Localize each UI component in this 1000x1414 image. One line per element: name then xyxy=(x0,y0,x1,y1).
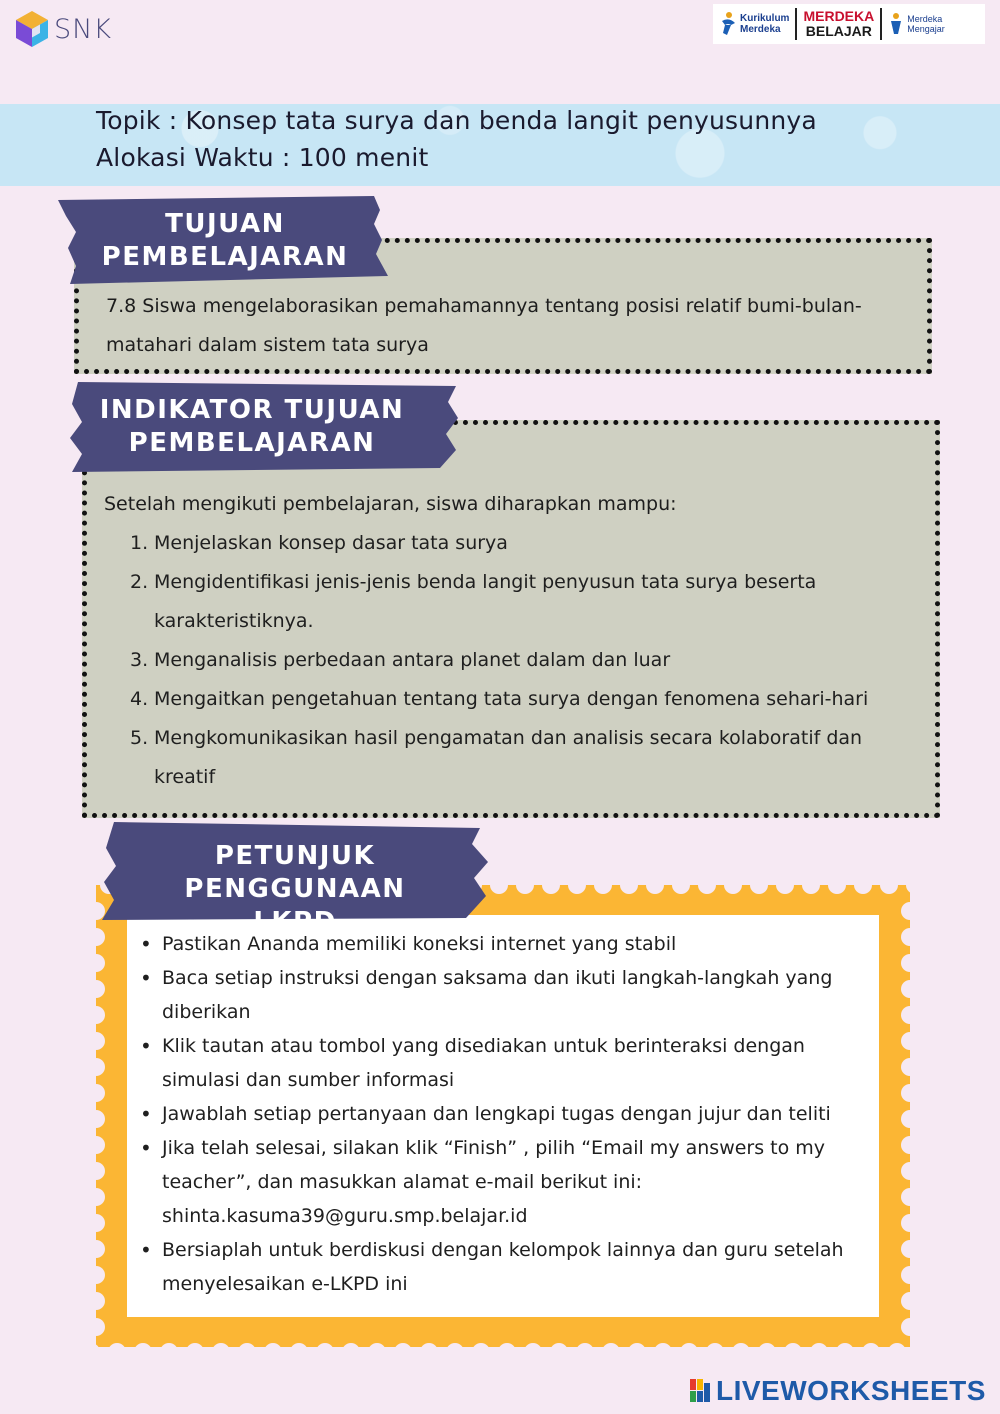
petunjuk-item xyxy=(134,1097,874,1131)
teacher-email: shinta.kasuma39@guru.smp.belajar.id xyxy=(162,1205,528,1227)
indikator-banner-line-1: INDIKATOR TUJUAN xyxy=(99,395,405,425)
indikator-item-number: 2. xyxy=(130,571,149,593)
merdeka-mengajar-line-1: Merdeka xyxy=(907,14,943,24)
indikator-item-number: 5. xyxy=(130,727,149,749)
petunjuk-item-text: teacher”, dan masukkan alamat e-mail berikut ini: xyxy=(162,1171,643,1193)
kurikulum-merdeka-logo xyxy=(719,11,789,37)
liveworksheets-icon xyxy=(690,1379,712,1403)
petunjuk-item xyxy=(134,1029,874,1097)
merdeka-belajar-line-1: MERDEKA xyxy=(803,8,875,24)
indikator-item xyxy=(104,719,924,797)
indikator-item-text: karakteristiknya. xyxy=(154,610,314,632)
snk-logo xyxy=(14,6,124,52)
indikator-item-text: Mengkomunikasikan hasil pengamatan dan analisis secara kolaboratif dan xyxy=(154,727,863,749)
petunjuk-item-text: simulasi dan sumber informasi xyxy=(162,1069,455,1091)
petunjuk-list xyxy=(134,927,874,1301)
merdeka-mengajar-line-2: Mengajar xyxy=(907,24,945,34)
indikator-item-number: 3. xyxy=(130,649,149,671)
government-logos xyxy=(713,4,985,44)
petunjuk-banner-line-2: LKPD xyxy=(253,907,337,937)
petunjuk-banner xyxy=(120,840,470,939)
indikator-item xyxy=(104,563,924,641)
petunjuk-item-text: • Klik tautan atau tombol yang disediakan untuk berinteraksi dengan xyxy=(162,1035,805,1057)
petunjuk-item-text: • Pastikan Ananda memiliki koneksi internet yang stabil xyxy=(162,933,677,955)
petunjuk-item-text: • Jawablah setiap pertanyaan dan lengkapi tugas dengan jujur dan teliti xyxy=(162,1103,831,1125)
indikator-item xyxy=(104,680,924,719)
indikator-banner-line-2: PEMBELAJARAN xyxy=(128,428,376,458)
indikator-item-number: 4. xyxy=(130,688,149,710)
petunjuk-item xyxy=(134,927,874,961)
kurikulum-line-1: Kurikulum xyxy=(740,13,790,24)
tujuan-banner xyxy=(80,208,370,274)
petunjuk-item xyxy=(134,1131,874,1233)
petunjuk-item-text: menyelesaikan e-LKPD ini xyxy=(162,1273,408,1295)
indikator-item xyxy=(104,524,924,563)
indikator-item-text: Mengidentifikasi jenis-jenis benda langit penyusun tata surya beserta xyxy=(154,571,817,593)
indikator-item-text: Mengaitkan pengetahuan tentang tata surya dengan fenomena sehari-hari xyxy=(154,688,869,710)
kurikulum-figure-icon xyxy=(719,11,737,37)
indikator-item xyxy=(104,641,924,680)
indikator-list xyxy=(104,524,924,797)
petunjuk-item-text: • Jika telah selesai, silakan klik “Finish” , pilih “Email my answers to my xyxy=(162,1137,826,1159)
topic-title: Topik : Konsep tata surya dan benda langit penyusunnya xyxy=(96,106,817,135)
indikator-item-text: Menganalisis perbedaan antara planet dalam dan luar xyxy=(154,649,671,671)
petunjuk-banner-line-1: PETUNJUK PENGGUNAAN xyxy=(184,841,406,904)
tujuan-banner-line-1: TUJUAN xyxy=(165,209,285,239)
petunjuk-item xyxy=(134,961,874,1029)
tujuan-text xyxy=(106,287,916,365)
petunjuk-item-text: • Baca setiap instruksi dengan saksama dan ikuti langkah-langkah yang xyxy=(162,967,833,989)
merdeka-mengajar-figure-icon xyxy=(888,12,904,36)
tujuan-text-line-2: matahari dalam sistem tata surya xyxy=(106,334,429,356)
indikator-item-text: Menjelaskan konsep dasar tata surya xyxy=(154,532,508,554)
logo-divider xyxy=(795,8,797,40)
petunjuk-item-text: diberikan xyxy=(162,1001,251,1023)
indikator-item-number: 1. xyxy=(130,532,149,554)
tujuan-banner-line-2: PEMBELAJARAN xyxy=(101,242,349,272)
indikator-item-text: kreatif xyxy=(154,766,216,788)
liveworksheets-text: LIVEWORKSHEETS xyxy=(716,1375,986,1406)
kurikulum-line-2: Merdeka xyxy=(740,24,781,35)
snk-cube-icon xyxy=(14,9,50,49)
petunjuk-item-text: • Bersiaplah untuk berdiskusi dengan kelompok lainnya dan guru setelah xyxy=(162,1239,844,1261)
merdeka-belajar-logo xyxy=(803,9,874,39)
snk-logo-text: SNK xyxy=(54,13,113,45)
merdeka-mengajar-logo xyxy=(888,12,945,36)
liveworksheets-logo xyxy=(690,1372,990,1410)
time-allocation: Alokasi Waktu : 100 menit xyxy=(96,143,429,172)
indikator-banner xyxy=(92,394,412,460)
logo-divider xyxy=(880,8,882,40)
petunjuk-item xyxy=(134,1233,874,1301)
merdeka-belajar-line-2: BELAJAR xyxy=(805,23,872,39)
tujuan-text-line-1: 7.8 Siswa mengelaborasikan pemahamannya tentang posisi relatif bumi-bulan- xyxy=(106,295,862,317)
indikator-intro: Setelah mengikuti pembelajaran, siswa diharapkan mampu: xyxy=(104,493,677,515)
